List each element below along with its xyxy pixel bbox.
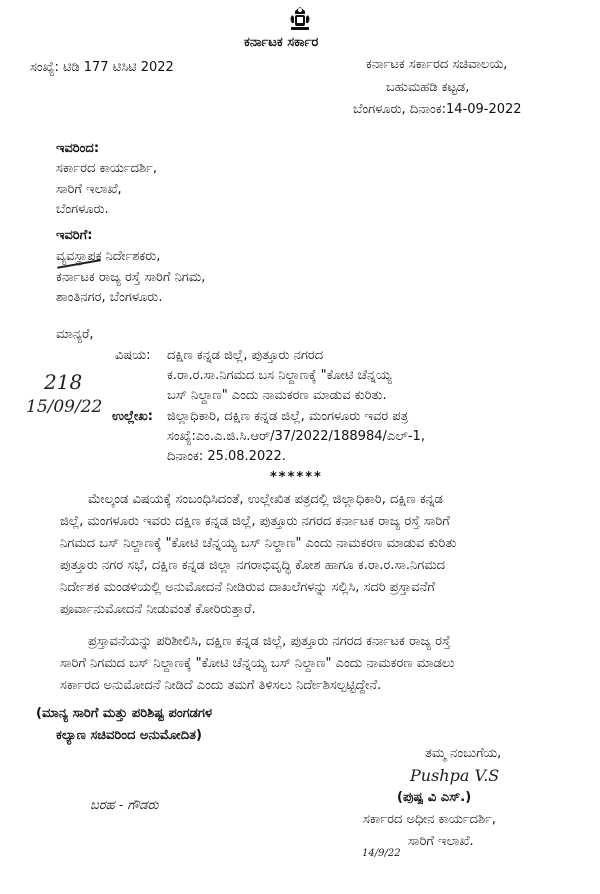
from-line: ಸಾರಿಗೆ ಇಲಾಖೆ,: [56, 182, 122, 197]
signature: Pushpa V.S: [410, 766, 500, 785]
to-line: ವ್ಯವಸ್ಥಾಪಕ ನಿರ್ದೇಶಕರು,: [56, 249, 161, 264]
to-line: ಶಾಂತಿನಗರ, ಬೆಂಗಳೂರು.: [56, 290, 163, 305]
from-line: ಬೆಂಗಳೂರು.: [56, 202, 109, 217]
closing-yours: ತಮ್ಮ ನಂಬುಗೆಯ,: [425, 746, 502, 761]
paragraph2-line: ಪ್ರಸ್ತಾವನೆಯನ್ನು ಪರಿಶೀಲಿಸಿ, ದಕ್ಷಿಣ ಕನ್ನಡ ಜಿಲ್ಲೆ, ಪುತ್ತೂರು ನಗರದ ಕರ್ನಾಟಕ ರಾಜ್ಯ ರಸ್ತೆ: [88, 634, 451, 649]
subject-label: ವಿಷಯ:: [115, 348, 151, 363]
signatory-department: ಸಾರಿಗೆ ಇಲಾಖೆ.: [408, 834, 474, 849]
paragraph1-line: ಜಿಲ್ಲೆ, ಮಂಗಳೂರು ಇವರು ದಕ್ಷಿಣ ಕನ್ನಡ ಜಿಲ್ಲೆ, ಪುತ್ತೂರು ನಗರದ ಕರ್ನಾಟಕ ರಾಜ್ಯ ರಸ್ತೆ ಸಾರಿಗೆ: [60, 514, 450, 529]
paragraph1-line: ಪೂರ್ವಾನುಮೋದನೆ ನೀಡುವಂತೆ ಕೋರಿರುತ್ತಾರೆ.: [60, 602, 256, 617]
reference-label: ಉಲ್ಲೇಖ:: [112, 409, 153, 424]
salutation: ಮಾನ್ಯರೆ,: [56, 327, 94, 342]
subject-line: ಬಸ್ ನಿಲ್ದಾಣ" ಎಂದು ನಾಮಕರಣ ಮಾಡುವ ಕುರಿತು.: [167, 388, 387, 403]
to-line: ಕರ್ನಾಟಕ ರಾಜ್ಯ ರಸ್ತೆ ಸಾರಿಗೆ ನಿಗಮ,: [56, 270, 206, 285]
paragraph1-line: ನಿರ್ದೇಶಕ ಮಂಡಳಿಯಲ್ಲಿ ಅನುಮೋದನೆ ನೀಡಿರುವ ದಾಖಲೆಗಳನ್ನು ಸಲ್ಲಿಸಿ, ಸದರಿ ಪ್ರಸ್ತಾವನೆಗೆ: [60, 580, 435, 595]
state-emblem-icon: [283, 5, 317, 33]
office-address-line1: ಕರ್ನಾಟಕ ಸರ್ಕಾರದ ಸಚಿವಾಲಯ,: [366, 57, 508, 72]
handwritten-inward-date: 15/09/22: [26, 397, 103, 417]
to-label: ಇವರಿಗೆ:: [56, 228, 93, 243]
paragraph2-line: ಸಾರಿಗೆ ನಿಗಮದ ಬಸ್ ನಿಲ್ದಾಣಕ್ಕೆ "ಕೋಟಿ ಚೆನ್ನಯ್ಯ ಬಸ್ ನಿಲ್ದಾಣ" ಎಂದು ನಾಮಕರಣ ಮಾಡಲು: [60, 656, 455, 671]
approval-note-line1: (ಮಾನ್ಯ ಸಾರಿಗೆ ಮತ್ತು ಪರಿಶಿಷ್ಟ ಪಂಗಡಗಳ: [36, 706, 213, 721]
handwritten-signature-date: 14/9/22: [362, 848, 401, 859]
office-address-line2: ಬಹುಮಹಡಿ ಕಟ್ಟಡ,: [386, 80, 470, 95]
from-line: ಸರ್ಕಾರದ ಕಾರ್ಯದರ್ಶಿ,: [56, 161, 157, 176]
handwritten-inward-number: 218: [44, 370, 83, 394]
signatory-designation: ಸರ್ಕಾರದ ಅಧೀನ ಕಾರ್ಯದರ್ಶಿ,: [363, 812, 497, 827]
approval-note-line2: ಕಲ್ಯಾಣ ಸಚಿವರಿಂದ ಅನುಮೋದಿತ): [56, 728, 202, 743]
signatory-name: (ಪುಷ್ಪ ವಿ ಎಸ್.): [397, 790, 472, 805]
paragraph2-line: ಸರ್ಕಾರದ ಅನುಮೋದನೆ ನೀಡಿದೆ ಎಂದು ತಮಗೆ ತಿಳಿಸಲು ನಿರ್ದೇಶಿಸಲ್ಪಟ್ಟಿದ್ದೇನೆ.: [60, 678, 382, 693]
government-title: ಕರ್ನಾಟಕ ಸರ್ಕಾರ: [244, 35, 319, 50]
from-label: ಇವರಿಂದ:: [56, 141, 100, 156]
reference-line: ದಿನಾಂಕ: 25.08.2022.: [167, 449, 286, 464]
paragraph1-line: ಪುತ್ತೂರು ನಗರ ಸಭೆ, ದಕ್ಷಿಣ ಕನ್ನಡ ಜಿಲ್ಲಾ ನಗರಾಭಿವೃದ್ಧಿ ಕೋಶ ಹಾಗೂ ಕ.ರಾ.ರ.ಸಾ.ನಿಗಮದ: [60, 558, 446, 573]
separator: ******: [270, 470, 323, 485]
reference-number: ಸಂಖ್ಯೆ: ಟಿಡಿ 177 ಟಿಸಿಟಿ 2022: [30, 60, 174, 75]
paragraph1-line: ಮೇಲ್ಕಂಡ ವಿಷಯಕ್ಕೆ ಸಂಬಂಧಿಸಿದಂತೆ, ಉಲ್ಲೇಖಿತ ಪತ್ರದಲ್ಲಿ ಜಿಲ್ಲಾಧಿಕಾರಿ, ದಕ್ಷಿಣ ಕನ್ನಡ: [88, 492, 443, 507]
office-place-date: ಬೆಂಗಳೂರು, ದಿನಾಂಕ:14-09-2022: [353, 102, 522, 117]
subject-line: ಕ.ರಾ.ರ.ಸಾ.ನಿಗಮದ ಬಸ ನಿಲ್ದಾಣಕ್ಕೆ "ಕೋಟಿ ಚೆನ್ನಯ್ಯ: [167, 368, 392, 383]
reference-line: ಜಿಲ್ಲಾಧಿಕಾರಿ, ದಕ್ಷಿಣ ಕನ್ನಡ ಜಿಲ್ಲೆ, ಮಂಗಳೂರು ಇವರ ಪತ್ರ: [167, 409, 409, 424]
handwritten-bottom-note: ಬರಹ - ಗೌಡರು: [90, 798, 159, 813]
subject-line: ದಕ್ಷಿಣ ಕನ್ನಡ ಜಿಲ್ಲೆ, ಪುತ್ತೂರು ನಗರದ: [167, 348, 324, 363]
paragraph1-line: ನಿಗಮದ ಬಸ್ ನಿಲ್ದಾಣಕ್ಕೆ "ಕೋಟಿ ಚೆನ್ನಯ್ಯ ಬಸ್ ನಿಲ್ದಾಣ" ಎಂದು ನಾಮಕರಣ ಮಾಡುವ ಕುರಿತು: [60, 536, 457, 551]
reference-line: ಸಂಖ್ಯೆ:ಎಂ.ಎ.ಜಿ.ಸಿ.ಆರ್/37/2022/188984/ಎಲ್-1,: [167, 429, 425, 444]
